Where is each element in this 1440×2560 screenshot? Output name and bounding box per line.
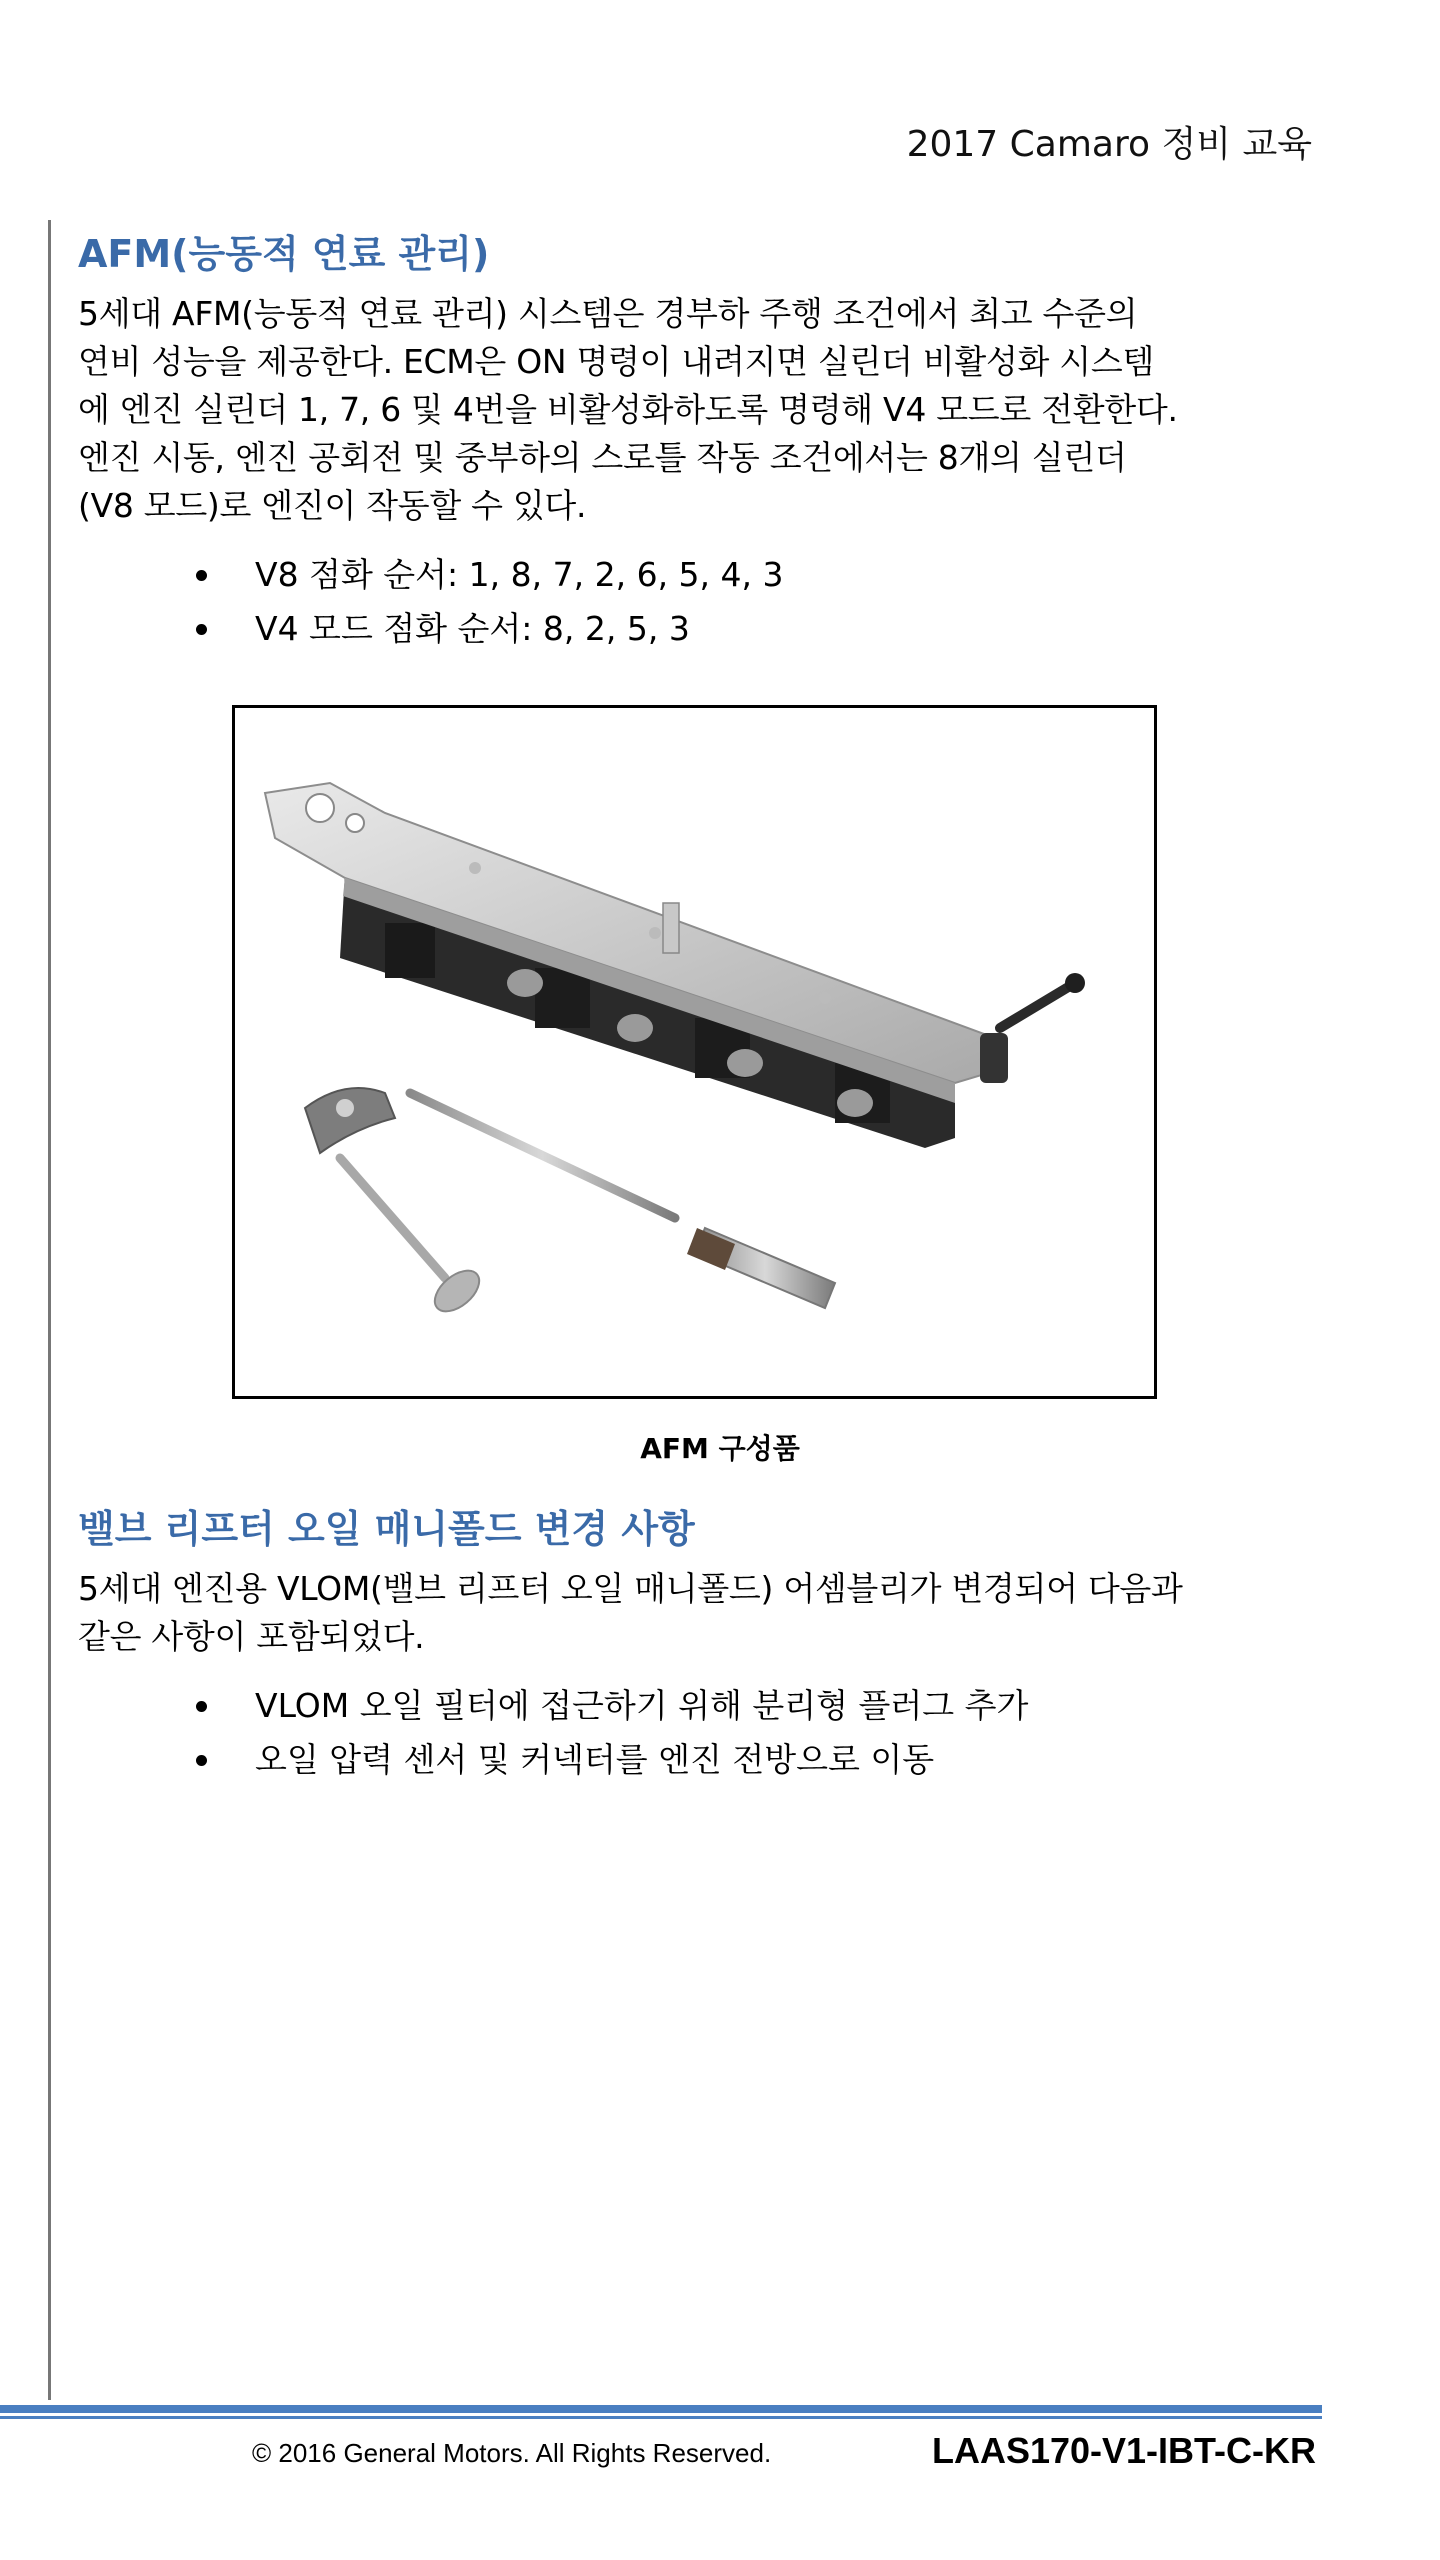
afm-section <box>78 230 1323 656</box>
afm-components-illustration <box>235 708 1154 1396</box>
bullet-icon <box>196 1755 207 1766</box>
pushrod <box>410 1093 675 1218</box>
bullet-text: V4 모드 점화 순서: 8, 2, 5, 3 <box>255 609 690 648</box>
afm-components-figure <box>232 705 1157 1399</box>
afm-paragraph-line: 에 엔진 실린더 1, 7, 6 및 4번을 비활성화하도록 명령해 V4 모드로 전환한다. <box>78 390 1178 429</box>
valve-lifter <box>687 1228 835 1308</box>
vlom-paragraph-line: 5세대 엔진용 VLOM(밸브 리프터 오일 매니폴드) 어셈블리가 변경되어 다음과 <box>78 1569 1183 1608</box>
vlom-paragraph-line: 같은 사항이 포함되었다. <box>78 1617 425 1656</box>
list-item <box>78 548 1323 602</box>
afm-heading: AFM(능동적 연료 관리) <box>78 232 490 276</box>
footer-document-code: LAAS170-V1-IBT-C-KR <box>931 2430 1316 2471</box>
vlom-paragraph <box>78 1565 1338 1661</box>
list-item <box>78 1733 1338 1787</box>
engine-valve <box>340 1158 487 1319</box>
afm-bullet-list <box>78 548 1323 656</box>
figure-caption: AFM 구성품 <box>640 1432 800 1465</box>
afm-paragraph-line: 연비 성능을 제공한다. ECM은 ON 명령이 내려지면 실린더 비활성화 시스템 <box>78 342 1155 381</box>
document-header-title: 2017 Camaro 정비 교육 <box>906 124 1312 165</box>
vlom-section <box>78 1505 1338 1787</box>
list-item <box>78 1679 1338 1733</box>
bullet-text: 오일 압력 센서 및 커넥터를 엔진 전방으로 이동 <box>255 1740 935 1779</box>
vlom-heading: 밸브 리프터 오일 매니폴드 변경 사항 <box>78 1507 695 1551</box>
bullet-text: VLOM 오일 필터에 접근하기 위해 분리형 플러그 추가 <box>255 1686 1029 1725</box>
footer-rule <box>0 2405 1322 2413</box>
bullet-icon <box>196 1701 207 1712</box>
bullet-icon <box>196 570 207 581</box>
afm-paragraph-line: (V8 모드)로 엔진이 작동할 수 있다. <box>78 486 587 525</box>
afm-paragraph <box>78 290 1323 530</box>
bullet-icon <box>196 624 207 635</box>
list-item <box>78 602 1323 656</box>
bullet-text: V8 점화 순서: 1, 8, 7, 2, 6, 5, 4, 3 <box>255 555 784 594</box>
footer-copyright: © 2016 General Motors. All Rights Reserved. <box>252 2438 772 2468</box>
footer-rule-thin <box>0 2416 1322 2419</box>
left-margin-rule <box>48 220 51 2400</box>
afm-paragraph-line: 엔진 시동, 엔진 공회전 및 중부하의 스로틀 작동 조건에서는 8개의 실린더 <box>78 438 1127 477</box>
afm-paragraph-line: 5세대 AFM(능동적 연료 관리) 시스템은 경부하 주행 조건에서 최고 수준의 <box>78 294 1138 333</box>
rocker-arm <box>305 1088 395 1153</box>
vlom-bullet-list <box>78 1679 1338 1787</box>
